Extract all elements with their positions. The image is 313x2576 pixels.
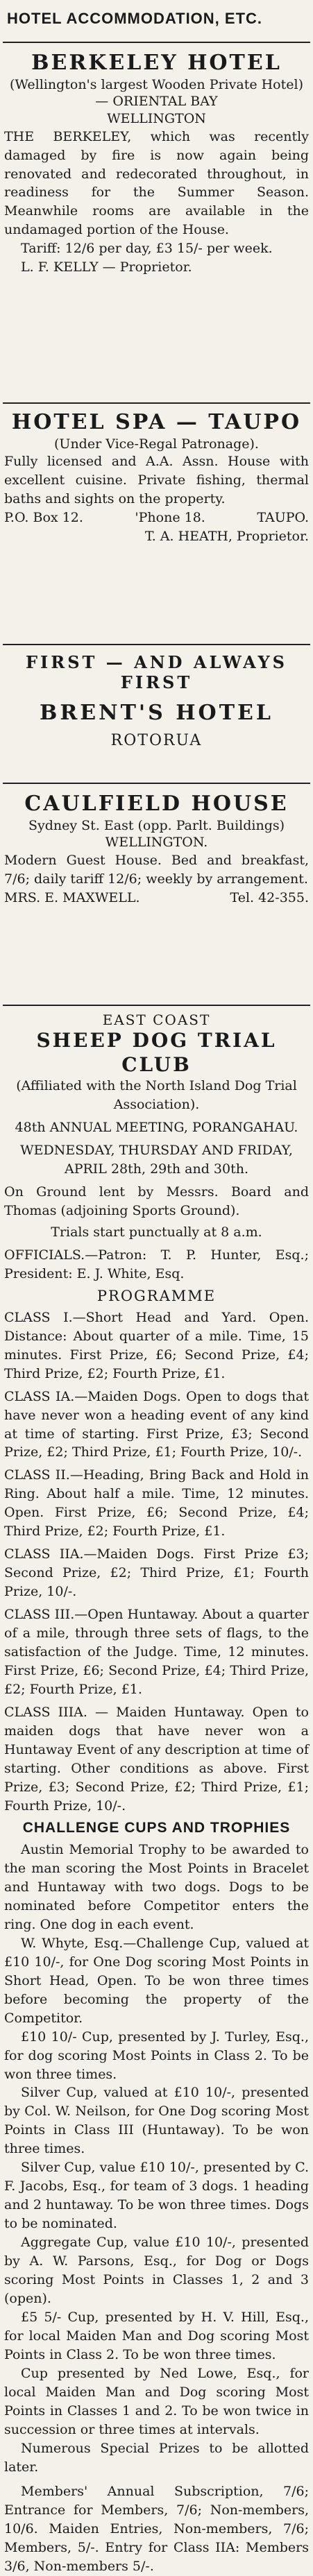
ad-location: ROTORUA (110, 732, 203, 749)
ad-sheep-dog-trial (4, 1012, 309, 2574)
cup-item: Silver Cup, valued at £10 10/-, presented by Col. W. Neilson, for One Dog scoring Most Points in Class III (Huntaway). To be won three times. (4, 2085, 309, 2157)
cup-item: Austin Memorial Trophy to be awarded to the man scoring the Most Points in Bracelet and Huntaway with two dogs. Dogs to be nominated before Competitor enters the ring. One dog in each event. (4, 1841, 309, 1932)
ad-proprietor: T. A. HEATH, Proprietor. (144, 528, 309, 544)
ad-title: BERKELEY HOTEL (31, 51, 282, 75)
ad-title: CAULFIELD HOUSE (24, 792, 289, 816)
ad-region: EAST COAST (102, 1012, 211, 1028)
cup-item: £5 5/- Cup, presented by H. V. Hill, Esq., for local Maiden Man and Dog scoring Most Points in Class 2. To be won three times. (4, 2310, 309, 2363)
owner: MRS. E. MAXWELL. (4, 889, 140, 905)
divider (3, 402, 310, 404)
cup-item: Cup presented by Ned Lowe, Esq., for local Maiden Man and Dog scoring Most Points in Classes 1 and 2. To be won twice in succession or three times at intervals. (4, 2366, 309, 2437)
divider (3, 1005, 310, 1006)
ad-proprietor: L. F. KELLY — Proprietor. (21, 259, 192, 275)
ad-location: WELLINGTON (107, 110, 206, 126)
ad-caulfield-house (4, 791, 309, 999)
meeting-days: WEDNESDAY, THURSDAY AND FRIDAY, (20, 1142, 293, 1158)
meeting-dates: APRIL 28th, 29th and 30th. (64, 1161, 249, 1177)
subscription-note: Members' Annual Subscription, 7/6; Entrance for Members, 7/6; Non-members, 10/6. Maiden Entries, Non-members, 7/6; Members, 5/-. Entry for Class IIA: Members 3/6, Non-members 5/-. (4, 2483, 309, 2574)
ad-subtitle: (Wellington's largest Wooden Private Hotel) — ORIENTAL BAY (9, 76, 303, 110)
section-header: HOTEL ACCOMMODATION, ETC. (7, 10, 263, 27)
cup-item: Aggregate Cup, value £10 10/-, presented by A. W. Parsons, Esq., for Dog or Dogs scoring Most Points in Classes 1, 2 and 3 (open). (4, 2235, 309, 2307)
ad-title: SHEEP DOG TRIAL CLUB (36, 1029, 277, 1076)
ad-hotel-spa (4, 409, 309, 638)
class-item: CLASS IIA.—Maiden Dogs. First Prize £3; Second Prize, £2; Third Prize, £1; Fourth Prize, 10/-. (4, 1546, 309, 1600)
ground-note: On Ground lent by Messrs. Board and Thomas (adjoining Sports Ground). (4, 1184, 309, 1218)
cups-list (4, 1841, 309, 2477)
ad-tagline: FIRST — AND ALWAYS FIRST (25, 652, 287, 692)
ad-tariff: Tariff: 12/6 per day, £3 15/- per week. (21, 241, 273, 257)
ad-berkeley-hotel (4, 50, 309, 397)
ad-body: Fully licensed and A.A. Assn. House with excellent cuisine. Private fishing, thermal baths and sights on the property. (4, 454, 309, 507)
ad-subtitle: (Under Vice-Regal Patronage). (54, 436, 259, 452)
divider (3, 783, 310, 784)
town: TAUPO. (257, 510, 309, 526)
programme-heading: PROGRAMME (96, 1287, 217, 1304)
ad-body: Modern Guest House. Bed and breakfast, 7/6; daily tariff 12/6; weekly by arrangement. (4, 852, 309, 887)
ad-contact-row (4, 889, 309, 907)
start-time: Trials start punctually at 8 a.m. (51, 1224, 262, 1240)
cup-item: W. Whyte, Esq.—Challenge Cup, valued at £10 10/-, for One Dog scoring Most Points in Short Head, Open. To be won three times before becoming the property of the Competitor. (4, 1935, 309, 2026)
class-item: CLASS II.—Heading, Bring Back and Hold in Ring. About half a mile. Time, 12 minutes. Open. First Prize, £6; Second Prize, £4; Third Prize, £2; Fourth Prize, £1. (4, 1467, 309, 1539)
divider (3, 644, 310, 645)
po-box: P.O. Box 12. (4, 510, 83, 526)
ad-brents-hotel (4, 652, 309, 777)
class-item: CLASS III.—Open Huntaway. About a quarter of a mile, through three sets of flags, to the satisfaction of the Judge. Time, 12 minutes. First Prize, £6; Second Prize, £4; Third Prize, £2; Fourth Prize, £1. (4, 1607, 309, 1698)
cups-heading: CHALLENGE CUPS AND TROPHIES (22, 1819, 291, 1836)
ad-body: THE BERKELEY, which was recently damaged by fire is now again being renovated and redecorated throughout, in readiness for the Summer Season. Meanwhile rooms are available in the undamaged portion of the House. (4, 128, 309, 238)
ad-location: WELLINGTON. (105, 835, 208, 851)
ad-affiliation: (Affiliated with the North Island Dog Trial Association). (16, 1078, 297, 1112)
cup-item: £10 10/- Cup, presented by J. Turley, Esq., for dog scoring Most Points in Class 2. To be won three times. (4, 2029, 309, 2082)
class-item: CLASS IA.—Maiden Dogs. Open to dogs that have never won a heading event of any kind at time of starting. First Prize, £3; Second Prize, £2; Third Prize, £1; Fourth Prize, 10/-. (4, 1388, 309, 1460)
ad-address: Sydney St. East (opp. Parlt. Buildings) (28, 817, 285, 833)
class-item: CLASS I.—Short Head and Yard. Open. Distance: About quarter of a mile. Time, 15 minutes. First Prize, £6; Second Prize, £4; Third Prize, £2; Fourth Prize, £1. (4, 1309, 309, 1381)
phone: 'Phone 18. (135, 510, 205, 526)
divider (3, 42, 310, 43)
telephone: Tel. 42-355. (230, 889, 309, 905)
meeting-title: 48th ANNUAL MEETING, PORANGAHAU. (15, 1119, 298, 1135)
class-item: CLASS IIIA. — Maiden Huntaway. Open to maiden dogs that have never won a Huntaway Event of any description at time of starting. Other conditions as above. First Prize, £3; Second Prize, £2; Third Prize, £1; Fourth Prize, 10/-. (4, 1705, 309, 1814)
ad-contact-row (4, 509, 309, 527)
ad-title: HOTEL SPA — TAUPO (11, 410, 302, 434)
cup-item: Silver Cup, value £10 10/-, presented by C. F. Jacobs, Esq., for team of 3 dogs. 1 heading and 2 huntaway. To be won three times. Dogs to be nominated. (4, 2160, 309, 2232)
ad-title: BRENT'S HOTEL (40, 701, 273, 725)
officials: OFFICIALS.—Patron: T. P. Hunter, Esq.; President: E. J. White, Esq. (4, 1247, 309, 1281)
cup-item: Numerous Special Prizes to be allotted later. (4, 2440, 309, 2475)
class-list (4, 1308, 309, 1816)
